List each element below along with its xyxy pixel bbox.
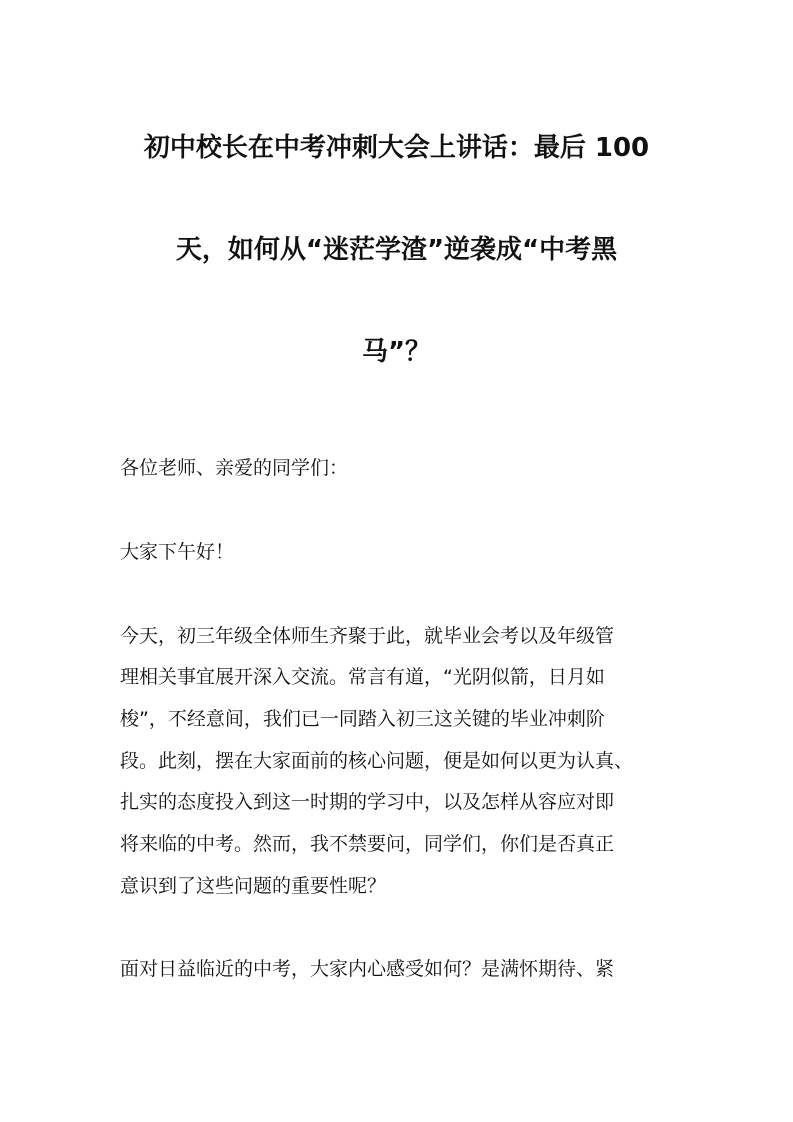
greeting-text: 各位老师、亲爱的同学们：	[120, 457, 349, 479]
document-title-line-3: 马”？	[361, 337, 432, 367]
paragraph-1-line-7: 意识到了这些问题的重要性呢？	[120, 875, 387, 897]
salutation-text: 大家下午好！	[120, 541, 235, 563]
document-title-line-2: 天，如何从“迷茫学渣”逆袭成“中考黑	[175, 235, 618, 265]
document-title-line-1: 初中校长在中考冲刺大会上讲话：最后 100	[143, 133, 650, 163]
paragraph-1-line-4: 段。此刻，摆在大家面前的核心问题，便是如何以更为认真、	[120, 750, 634, 772]
paragraph-1-line-1: 今天，初三年级全体师生齐聚于此，就毕业会考以及年级管	[120, 625, 615, 647]
paragraph-1-line-6: 将来临的中考。然而，我不禁要问，同学们，你们是否真正	[120, 833, 615, 855]
paragraph-1-line-5: 扎实的态度投入到这一时期的学习中，以及怎样从容应对即	[120, 791, 615, 813]
paragraph-2-line-1: 面对日益临近的中考，大家内心感受如何？是满怀期待、紧	[120, 958, 615, 980]
paragraph-1-line-3: 梭”，不经意间，我们已一同踏入初三这关键的毕业冲刺阶	[120, 708, 605, 730]
paragraph-1-line-2: 理相关事宜展开深入交流。常言有道，“光阴似箭，日月如	[120, 666, 605, 688]
